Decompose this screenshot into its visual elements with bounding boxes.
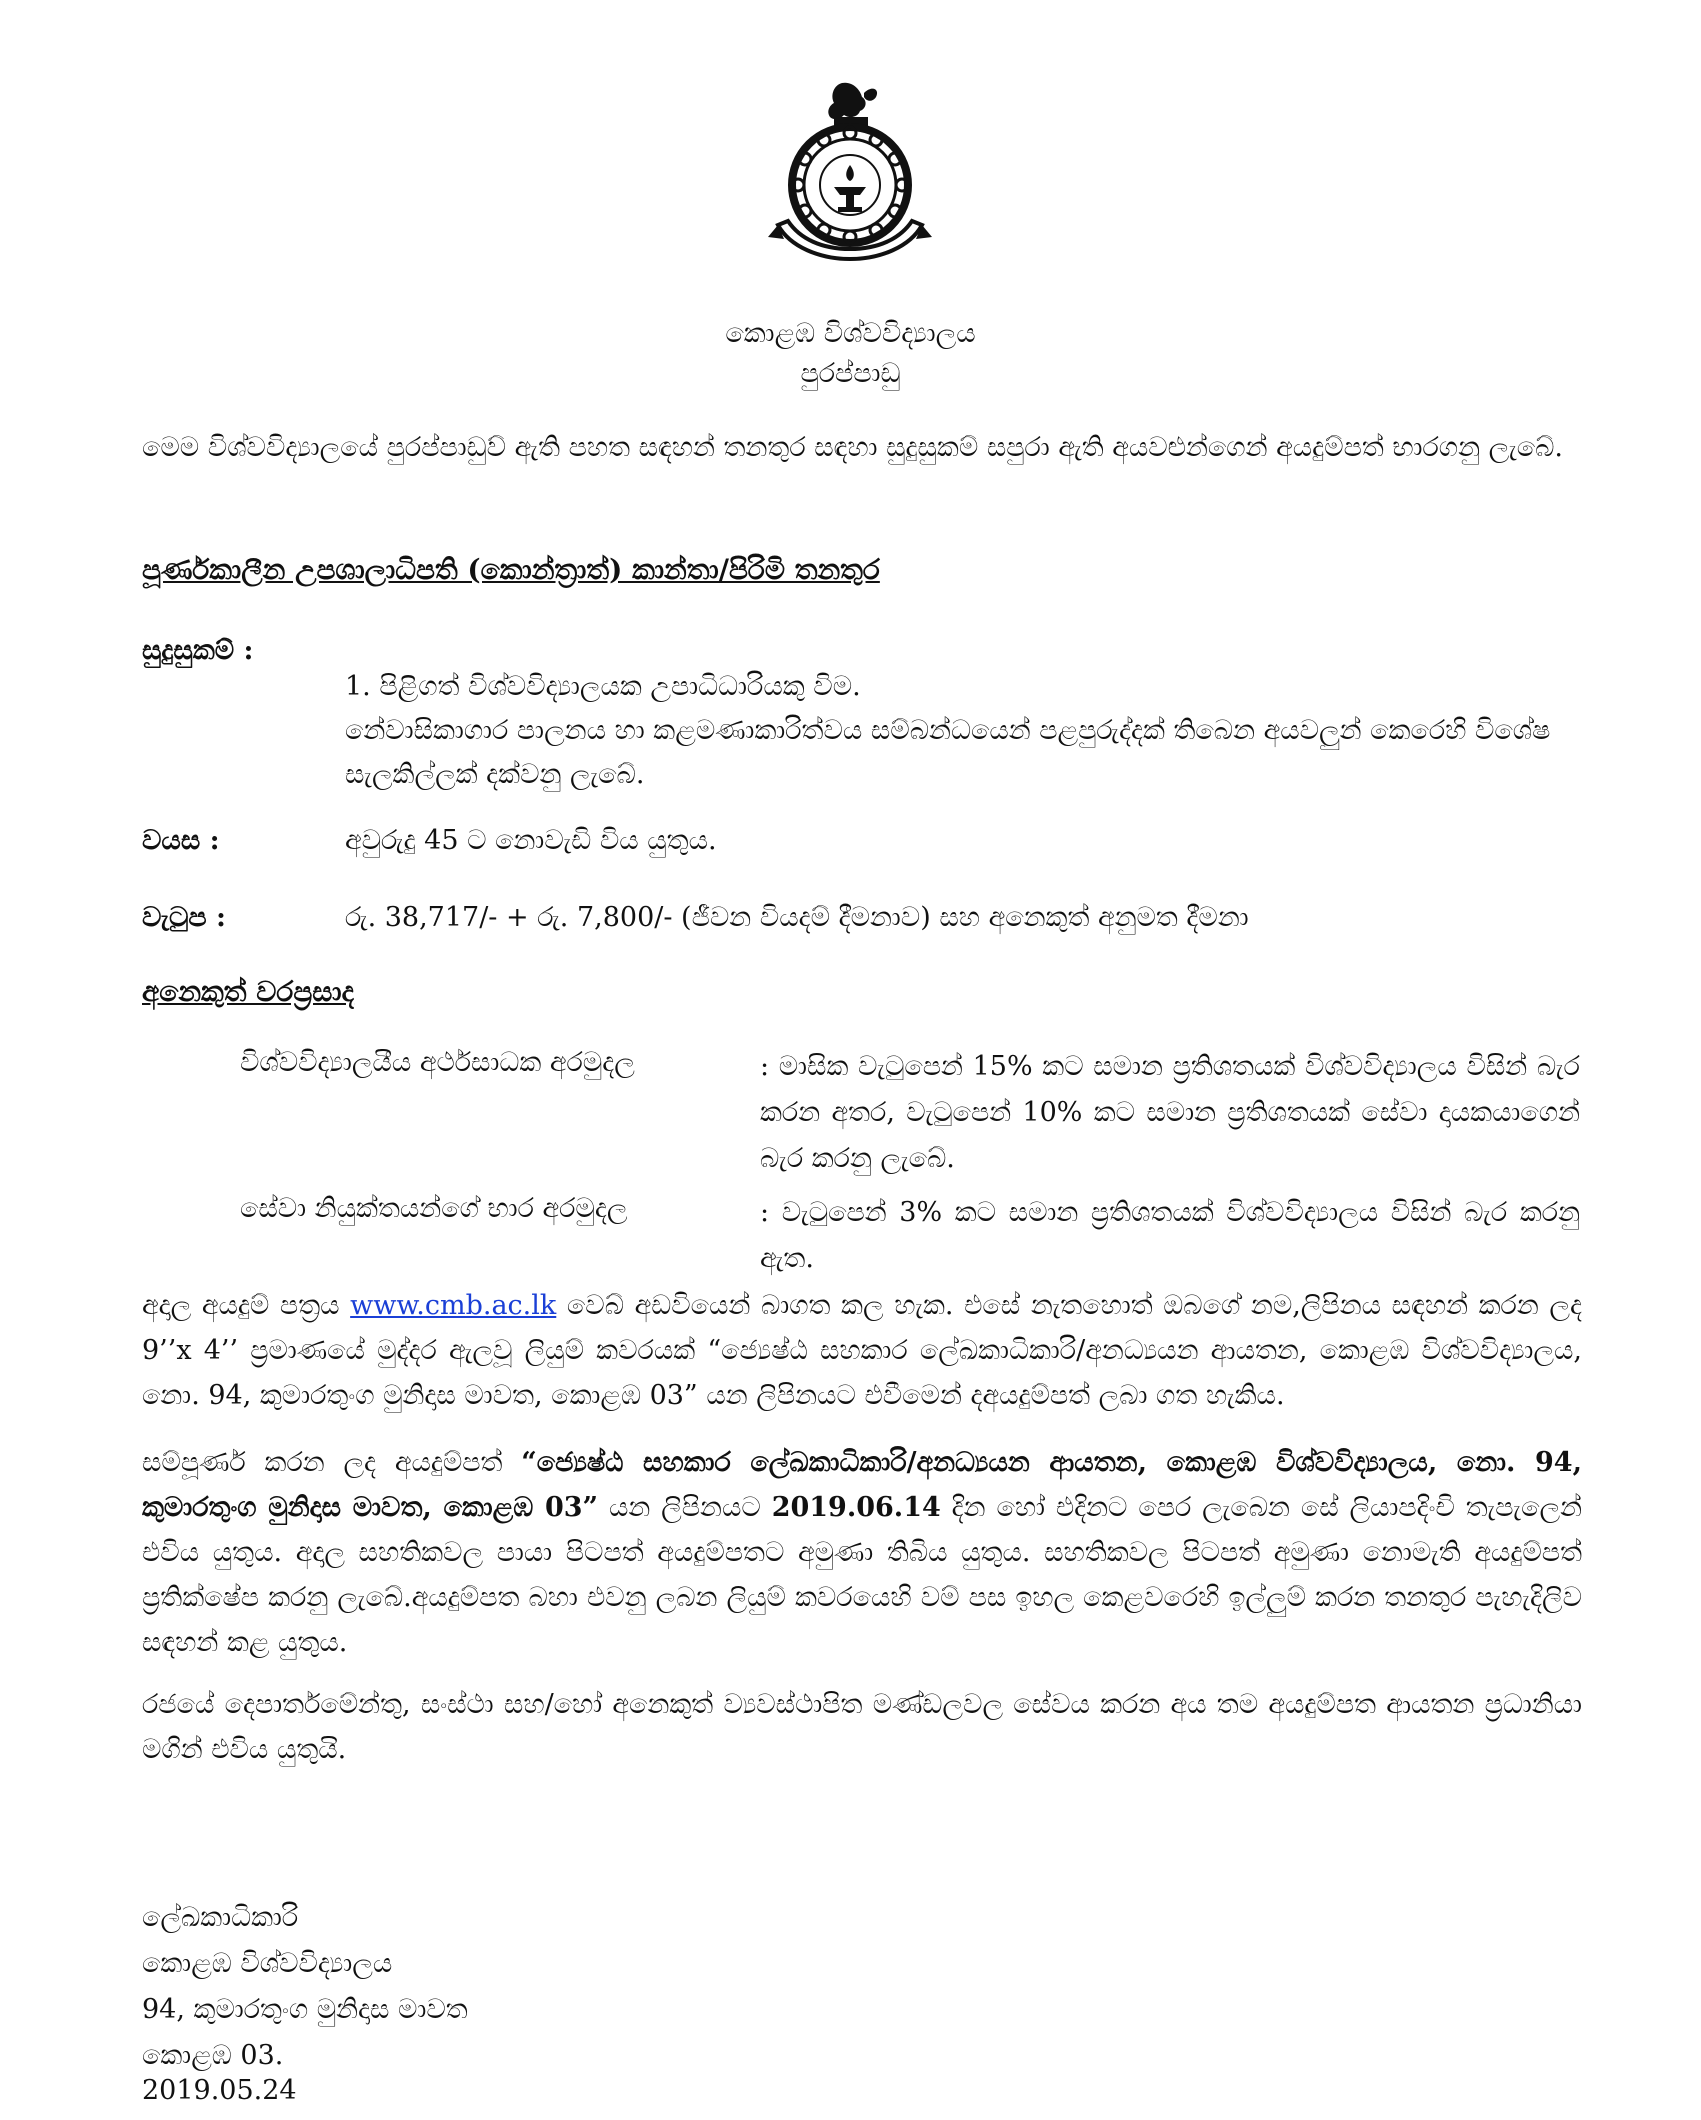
qualification-item-1: 1. පිළිගත් විශ්වවිද්‍යාලයක උපාධිධාරියකු විම. — [345, 671, 861, 702]
qualification-item-2: නේවාසිකාගාර පාලනය හා කළමණාකාරිත්වය සම්බන්ධයෙන් පළපුරුද්දක් තිබෙන අයවලුන් කෙරෙහි විශේෂ සැලකිල්ලක් දක්වනු ලැබේ. — [345, 715, 1551, 790]
benefit-name-provident-fund: විශ්වවිද්‍යාලයීය අර්ථසාධක අරමුදල — [240, 1047, 635, 1078]
notice-title: පුරප්පාඩු — [800, 358, 901, 389]
salary-label: වැටුප : — [142, 902, 227, 933]
salary-value: රු. 38,717/- + රු. 7,800/- (ජීවන වියදම් දීමනාව) සහ අනෙකුත් අනුමත දීමනා — [345, 902, 1249, 933]
submission-address: “ජ්‍යෙෂ්ඨ සහකාර ලේඛකාධිකාරි/අනධ්‍යයන ආයතන, කොළඹ විශ්වවිද්‍යාලය, නො. 94, කුමාරතුංග මුනිදාස මාවත, කොළඹ 03” — [142, 1447, 1582, 1523]
notice-date: 2019.05.24 — [142, 2075, 297, 2106]
intro-paragraph: මෙම විශ්වවිද්‍යාලයේ පුරප්පාඩුව් ඇති පහත සඳහන් තනතුර සඳහා සුදුසුකම් සපුරා ඇති අයවළුන්ගෙන් අයදුම්පත් භාරගනු ලැබේ. — [142, 432, 1564, 463]
signature-university: කොළඹ විශ්වවිද්‍යාලය — [142, 1948, 393, 1979]
submission-text-2: යන ලිපිනයට — [598, 1492, 772, 1523]
submission-deadline: 2019.06.14 — [771, 1492, 941, 1523]
benefit-desc-provident-fund: : මාසික වැටුපෙන් 15% කට සමාන ප්‍රතිශතයක් විශ්වවිද්‍යාලය විසින් බැර කරන අතර, වැටුපෙන් 10% කට සමාන ප්‍රතිශතයක් සේවා දායකයාගෙන් බැර කරනු ලැබේ. — [760, 1051, 1580, 1174]
benefit-name-trust-fund: සේවා නියුක්තයන්ගේ භාර අරමුදල — [240, 1193, 628, 1224]
government-note: රජයේ දෙපාර්තමේන්තු, සංස්ථා සහ/හෝ අනෙකුත් ව්‍යවස්ථාපිත මණ්ඩලවල සේවය කරන අය තම අයදුම්පත ආයතන ප්‍රධානියා මගින් එවිය යුතුයි. — [142, 1689, 1582, 1765]
benefits-heading: අනෙකුත් වරප්‍රසාද — [142, 975, 355, 1008]
signature-title: ලේඛකාධිකාරි — [142, 1902, 299, 1933]
signature-block — [142, 1895, 468, 2079]
age-label: වයස : — [142, 825, 220, 856]
application-text-before-link: අදාල අයදුම් පත්‍රය — [142, 1290, 351, 1321]
submission-text-3: දින හෝ එදිනට පෙර ලැබෙන සේ ලියාපදිංචි තැපැලෙන් එවිය යුතුය. අදාල සහතිකවල පායා පිටපත් අයදුම්පතට අමුණා තිබිය යුතුය. සහතිකවල පිටපත් අමුණා නොමැති අයදුම්පත් ප්‍රතික්ෂේප කරනු ලැබේ.අයදුම්පත බහා එවනු ලබන ලියුම් කවරයෙහි වම් පස ඉහල කෙළවරෙහි ඉල්ලුම් කරන තනතුර පැහැදිලිව සඳහන් කළ යුතුය. — [142, 1492, 1582, 1658]
university-crest-icon — [760, 75, 940, 265]
website-link[interactable]: www.cmb.ac.lk — [350, 1290, 557, 1321]
position-title: පූර්ණකාලීන උපශාලාධිපති (කොන්ත්‍රාත්) කාන්තා/පිරිමි තනතුර — [142, 553, 880, 586]
signature-address: 94, කුමාරතුංග මුනිදාස මාවත — [142, 1994, 468, 2025]
qualifications-label: සුදුසුකම් : — [142, 635, 254, 666]
submission-text-1: සම්පූර්ණ කරන ලද අයදුම්පත් — [142, 1447, 522, 1478]
application-text-after-link: වෙබ් අඩවියෙන් බාගත කල හැක. එසේ නැතහොත් ඔබගේ නම,ලිපිනය සඳහන් කරන ලද 9’’x 4’’ ප්‍රමාණයේ මුද්දර ඇලවූ ලියුම් කවරයක් “ජ්‍යෙෂ්ඨ සහකාර ලේඛකාධිකාරි/අනධ්‍යයන ආයතන, කොළඹ විශ්වවිද්‍යාලය, නො. 94, කුමාරතුංග මුනිදාස මාවත, කොළඹ 03” යන ලිපිනයට එවීමෙන් දඅයදුම්පත් ලබා ගත හැකිය. — [142, 1290, 1582, 1411]
submission-paragraph — [142, 1440, 1582, 1665]
university-name: කොළඹ විශ්වවිද්‍යාලය — [725, 318, 976, 349]
application-paragraph — [142, 1283, 1582, 1418]
signature-city: කොළඹ 03. — [142, 2040, 284, 2071]
benefit-desc-trust-fund: : වැටුපෙන් 3% කට සමාන ප්‍රතිශතයක් විශ්වවිද්‍යාලය විසින් බැර කරනු ඇත. — [760, 1197, 1580, 1274]
age-value: අවුරුදු 45 ට නොවැඩි විය යුතුය. — [345, 825, 717, 856]
